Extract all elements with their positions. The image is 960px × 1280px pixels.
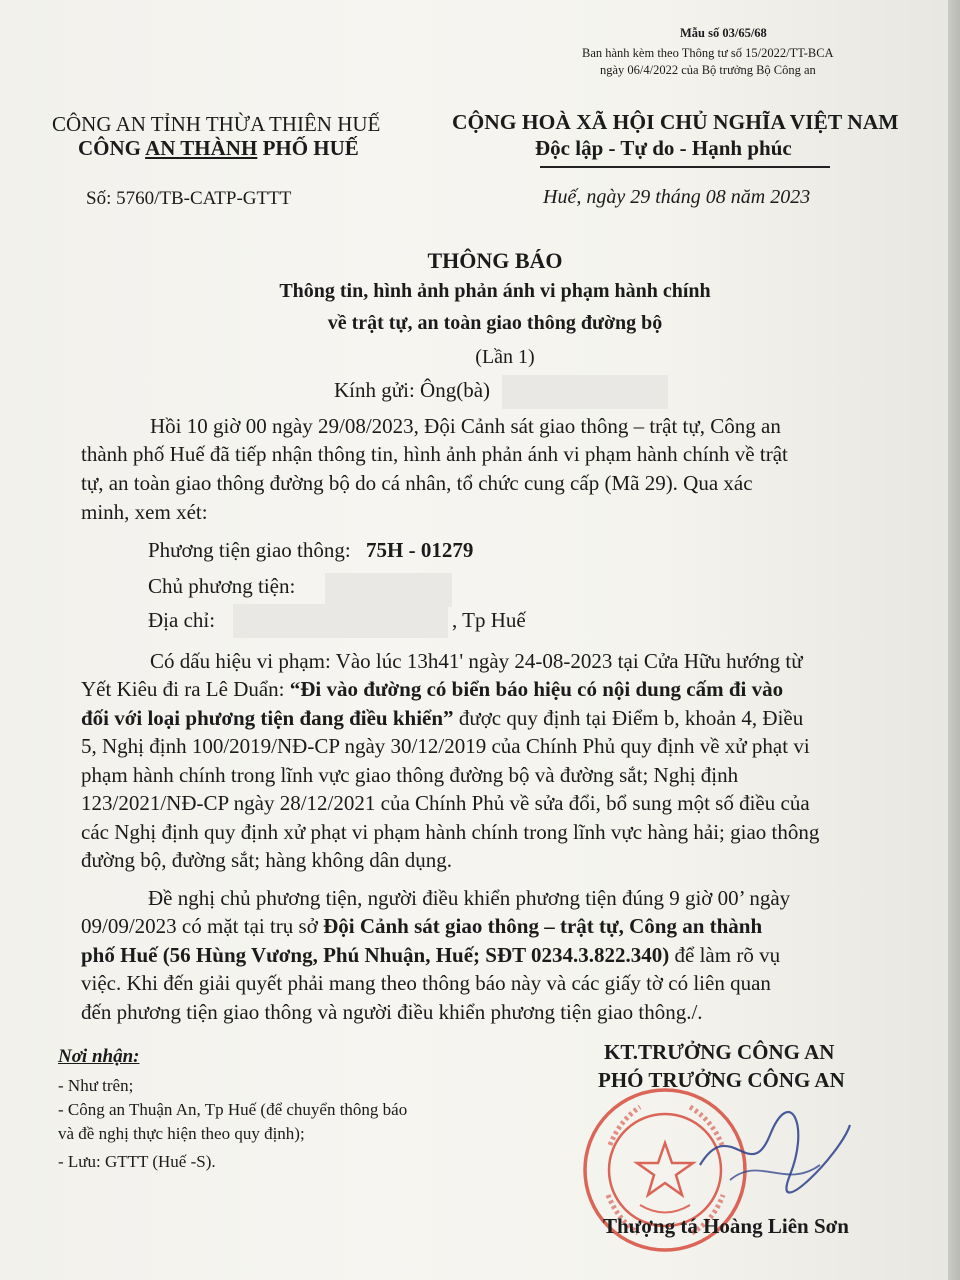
recipient-label: Kính gửi: Ông(bà) (334, 378, 491, 402)
summons-line-3 (81, 943, 780, 968)
violation-line-5: phạm hành chính trong lĩnh vực giao thông đường bộ và đường sắt; Nghị định (81, 763, 739, 787)
agency-name-underlined: AN THÀNH (145, 136, 258, 160)
address-city: , Tp Huế (452, 608, 526, 632)
motto-underline (540, 166, 830, 168)
violation-line-3-plain: được quy định tại Điểm b, khoản 4, Điều (453, 706, 804, 730)
vehicle-plate: 75H - 01279 (366, 538, 474, 562)
summons-line-1: Đề nghị chủ phương tiện, người điều khiển phương tiện đúng 9 giờ 00’ ngày (148, 886, 791, 910)
summons-line-2-bold: Đội Cảnh sát giao thông – trật tự, Công an thành (323, 914, 763, 938)
vehicle-label: Phương tiện giao thông: (148, 538, 351, 562)
page-edge (948, 0, 960, 1280)
notice-subtitle-1: Thông tin, hình ảnh phản ánh vi phạm hành chính (279, 280, 711, 302)
redacted-recipient-name (502, 375, 668, 409)
receiver-item: và đề nghị thực hiện theo quy định); (58, 1124, 305, 1143)
signature-title-line-2: PHÓ TRƯỞNG CÔNG AN (598, 1068, 845, 1092)
receiver-item: - Như trên; (58, 1076, 134, 1095)
violation-line-1: Có dấu hiệu vi phạm: Vào lúc 13h41' ngày 24-08-2023 tại Cửa Hữu hướng từ (150, 649, 803, 673)
document-number: Số: 5760/TB-CATP-GTTT (86, 188, 292, 209)
agency-name (78, 136, 359, 161)
notice-subtitle-2: về trật tự, an toàn giao thông đường bộ (327, 312, 663, 334)
violation-line-2 (81, 677, 783, 702)
redacted-owner-name (325, 573, 452, 607)
form-code: Mẫu số 03/65/68 (680, 26, 767, 40)
date-line: Huế, ngày 29 tháng 08 năm 2023 (543, 186, 811, 208)
owner-label: Chủ phương tiện: (148, 574, 296, 598)
agency-name-pre: CÔNG (78, 136, 146, 160)
violation-line-6: 123/2021/NĐ-CP ngày 28/12/2021 của Chính Phủ về sửa đổi, bổ sung một số điều của (81, 791, 810, 815)
summons-line-4: việc. Khi đến giải quyết phải mang theo thông báo này và các giấy tờ có liên quan (81, 971, 771, 995)
receiver-item: - Lưu: GTTT (Huế -S). (58, 1152, 216, 1171)
violation-line-3-bold: đối với loại phương tiện đang điều khiển” (81, 706, 454, 730)
agency-name-post: PHỐ HUẾ (257, 136, 359, 160)
form-note-line1: Ban hành kèm theo Thông tư số 15/2022/TT-BCA (582, 46, 834, 60)
intro-line-2: thành phố Huế đã tiếp nhận thông tin, hình ảnh phản ánh vi phạm hành chính về trật (81, 442, 788, 466)
summons-line-3-bold: phố Huế (56 Hùng Vương, Phú Nhuận, Huế; SĐT 0234.3.822.340) (81, 943, 670, 967)
violation-line-7: các Nghị định quy định xử phạt vi phạm hành chính trong lĩnh vực hàng hải; giao thông (81, 820, 820, 844)
form-note-line2: ngày 06/4/2022 của Bộ trưởng Bộ Công an (600, 63, 816, 77)
notice-attempt: (Lần 1) (475, 346, 535, 368)
redacted-address (233, 604, 448, 638)
summons-line-2-plain: 09/09/2023 có mặt tại trụ sở (81, 914, 324, 938)
summons-line-2 (81, 914, 762, 939)
violation-line-8: đường bộ, đường sắt; hàng không dân dụng. (81, 848, 453, 872)
address-label: Địa chỉ: (148, 608, 216, 632)
violation-line-3 (81, 706, 803, 731)
intro-line-4: minh, xem xét: (81, 500, 208, 524)
notice-title: THÔNG BÁO (427, 248, 563, 273)
agency-parent: CÔNG AN TỈNH THỪA THIÊN HUẾ (52, 112, 381, 136)
motto: Độc lập - Tự do - Hạnh phúc (535, 136, 792, 160)
summons-line-3-plain: để làm rõ vụ (669, 943, 781, 967)
receiver-item: - Công an Thuận An, Tp Huế (để chuyển thông báo (58, 1100, 408, 1119)
nation-title: CỘNG HOÀ XÃ HỘI CHỦ NGHĨA VIỆT NAM (452, 110, 899, 134)
handwritten-signature-icon (690, 1095, 860, 1205)
violation-line-2-bold: “Đi vào đường có biển báo hiệu có nội dung cấm đi vào (289, 677, 784, 701)
summons-line-5: đến phương tiện giao thông và người điều khiển phương tiện giao thông./. (81, 1000, 703, 1024)
violation-line-4: 5, Nghị định 100/2019/NĐ-CP ngày 30/12/2019 của Chính Phủ quy định về xử phạt vi (81, 734, 810, 758)
signer-name: Thượng tá Hoàng Liên Sơn (603, 1214, 849, 1238)
signature-title-line-1: KT.TRƯỞNG CÔNG AN (604, 1040, 835, 1064)
violation-line-2-plain: Yết Kiêu đi ra Lê Duẩn: (81, 677, 290, 701)
intro-line-1: Hồi 10 giờ 00 ngày 29/08/2023, Đội Cảnh sát giao thông – trật tự, Công an (150, 414, 781, 438)
receivers-title: Nơi nhận: (58, 1046, 140, 1067)
intro-line-3: tự, an toàn giao thông đường bộ do cá nhân, tổ chức cung cấp (Mã 29). Qua xác (81, 471, 753, 495)
